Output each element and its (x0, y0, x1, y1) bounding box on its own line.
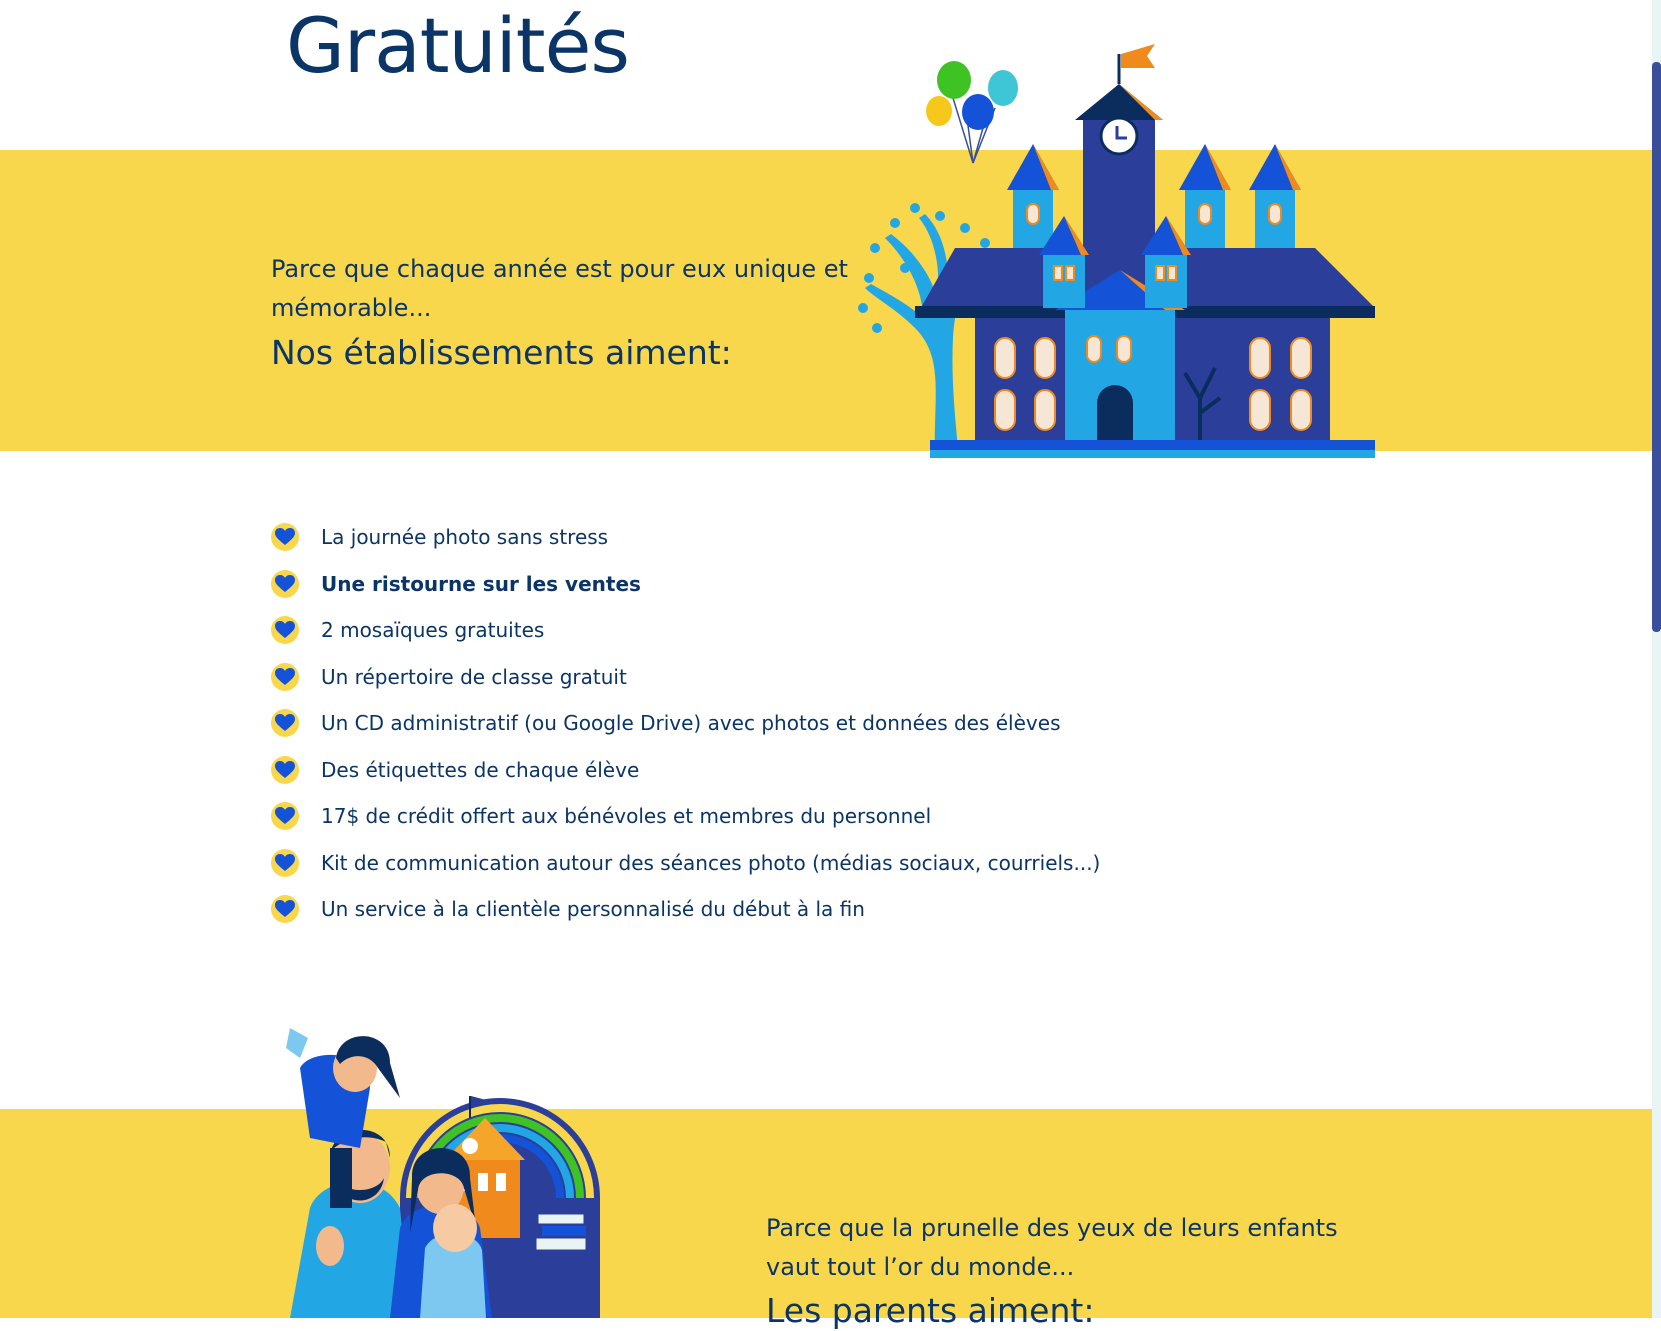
benefit-label: Une ristourne sur les ventes (321, 571, 641, 596)
heart-icon (271, 709, 299, 737)
list-item (271, 840, 1100, 887)
benefit-label: 17$ de crédit offert aux bénévoles et membres du personnel (321, 804, 932, 829)
benefit-label: Kit de communication autour des séances photo (médias sociaux, courriels...) (321, 850, 1101, 875)
parents-heading: Les parents aiment: (766, 1291, 1095, 1330)
list-item (271, 793, 1100, 840)
list-item (271, 886, 1100, 933)
list-item (271, 747, 1100, 794)
balloons-icon (926, 61, 1018, 163)
page-title: Gratuités (286, 1, 629, 90)
schools-heading: Nos établissements aiment: (271, 333, 732, 372)
list-item (271, 561, 1100, 608)
heart-icon (271, 663, 299, 691)
list-item (271, 654, 1100, 701)
benefit-label: Un CD administratif (ou Google Drive) avec photos et données des élèves (321, 711, 1061, 736)
scrollbar-thumb[interactable] (1652, 62, 1661, 632)
heart-icon (271, 756, 299, 784)
school-building-icon (855, 38, 1375, 460)
parents-intro: Parce que la prunelle des yeux de leurs enfants vaut tout l’or du monde... (766, 1214, 1338, 1281)
list-item (271, 607, 1100, 654)
benefit-label: Un service à la clientèle personnalisé du début à la fin (321, 897, 865, 922)
heart-icon (271, 849, 299, 877)
heart-icon (271, 523, 299, 551)
heart-icon (271, 802, 299, 830)
heart-icon (271, 570, 299, 598)
heart-icon (271, 895, 299, 923)
schools-intro: Parce que chaque année est pour eux unique et mémorable... (271, 255, 848, 322)
benefit-label: Des étiquettes de chaque élève (321, 757, 640, 782)
benefit-label: 2 mosaïques gratuites (321, 618, 545, 643)
tree-icon (858, 203, 990, 458)
heart-icon (271, 616, 299, 644)
benefit-label: La journée photo sans stress (321, 525, 609, 550)
benefits-list (271, 514, 1100, 933)
list-item (271, 514, 1100, 561)
list-item (271, 700, 1100, 747)
family-illustration-icon (260, 1018, 620, 1318)
benefit-label: Un répertoire de classe gratuit (321, 664, 627, 689)
